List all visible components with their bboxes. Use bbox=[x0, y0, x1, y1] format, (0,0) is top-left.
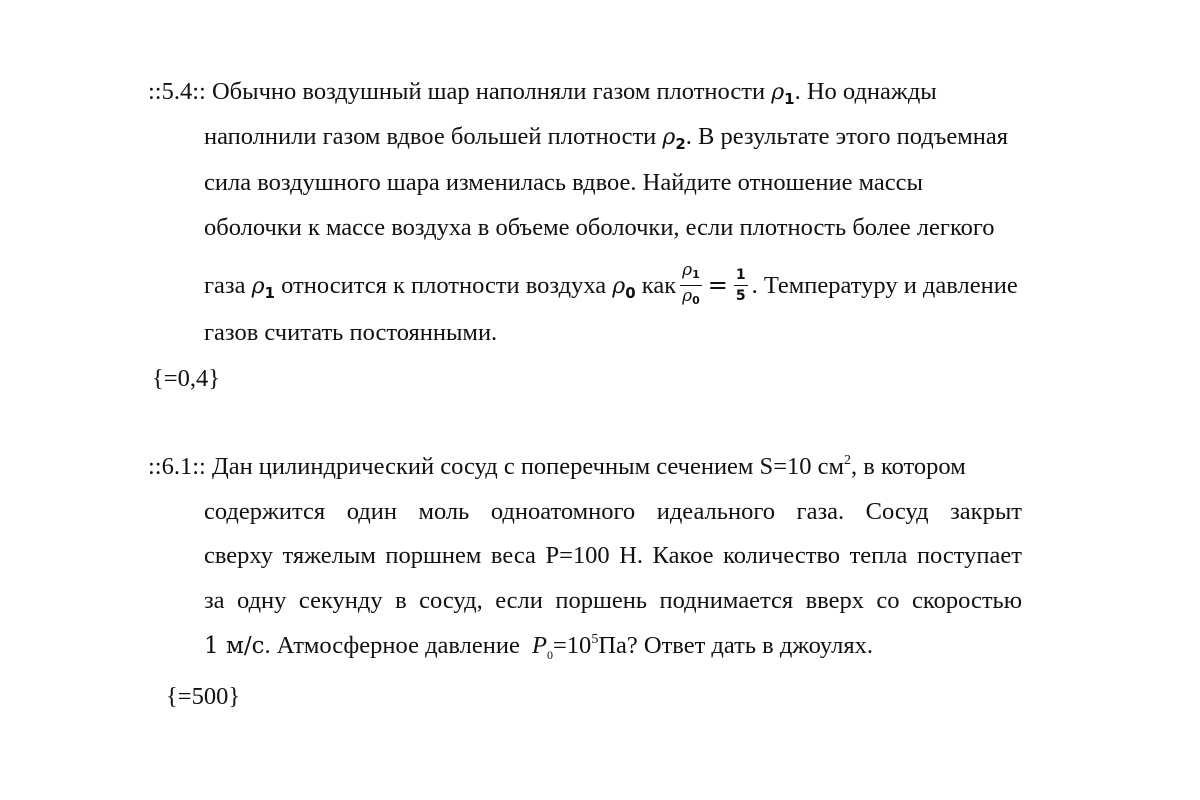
problem-id: ::6.1:: bbox=[148, 453, 206, 480]
problem-line bbox=[204, 122, 1008, 159]
math-rho-2: $\rho_2$ bbox=[662, 125, 686, 153]
problem-text: содержится один моль одноатомного идеального газа. Сосуд закрыт bbox=[204, 498, 1022, 525]
fraction-rho1-over-rho0: $\frac{\rho_1}{\rho_0}$ bbox=[682, 260, 700, 307]
problem-text: . Но однажды bbox=[794, 78, 937, 105]
problem-text: относится к плотности воздуха bbox=[281, 272, 607, 300]
math-rho-1: $\rho_1$ bbox=[251, 274, 275, 303]
problem-line bbox=[204, 213, 995, 243]
problem-text: сила воздушного шара изменилась вдвое. Найдите отношение массы bbox=[204, 169, 923, 196]
answer: {=500} bbox=[166, 683, 241, 710]
superscript: 2 bbox=[844, 453, 852, 468]
problem-text: . Температуру и давление bbox=[751, 272, 1018, 300]
problem-text: 1 м/с bbox=[204, 633, 265, 659]
problem-text: сверху тяжелым поршнем веса P=100 Н. Какое количество тепла поступает bbox=[204, 542, 1022, 569]
math-rho-1: $\rho_1$ bbox=[771, 80, 795, 108]
problem-text: оболочки к массе воздуха в объеме оболочки, если плотность более легкого bbox=[204, 214, 995, 241]
problem-text: наполнили газом вдвое большей плотности bbox=[204, 123, 657, 150]
problem-text: Обычно воздушный шар наполняли газом плотности bbox=[211, 78, 766, 105]
problem-line bbox=[148, 452, 966, 482]
problem-text: Па? Ответ дать в джоулях. bbox=[598, 632, 873, 659]
problem-text: . В результате этого подъемная bbox=[685, 123, 1009, 150]
problem-line bbox=[204, 586, 1022, 616]
problem-text: =10 bbox=[552, 632, 592, 659]
problem-text: Дан цилиндрический сосуд с поперечным сечением S=10 см bbox=[211, 453, 845, 480]
problem-line bbox=[204, 318, 497, 348]
problem-text: . Атмосферное давление bbox=[264, 632, 520, 659]
problem-line bbox=[204, 541, 1022, 571]
problem-line bbox=[204, 497, 1022, 527]
problem-text: газов считать постоянными. bbox=[204, 319, 498, 346]
problem-text: как bbox=[641, 272, 677, 300]
problem-line bbox=[148, 77, 937, 114]
problem-line bbox=[204, 168, 923, 198]
math-rho-0: $\rho_0$ bbox=[612, 274, 636, 303]
problem-text: за одну секунду в сосуд, если поршень поднимается вверх со скоростью bbox=[204, 587, 1022, 614]
problem-line bbox=[204, 262, 1018, 313]
superscript: 5 bbox=[591, 632, 599, 647]
equals-sign: = bbox=[707, 271, 728, 300]
problem-text: газа bbox=[204, 272, 246, 300]
answer: {=0,4} bbox=[152, 365, 220, 392]
problem-line bbox=[204, 631, 873, 670]
math-P0: $P_0$ bbox=[532, 632, 553, 662]
problem-id: ::5.4:: bbox=[148, 78, 206, 105]
problem-text: , в котором bbox=[851, 453, 966, 480]
fraction-one-fifth: $\frac{1}{5}$ bbox=[735, 267, 746, 304]
